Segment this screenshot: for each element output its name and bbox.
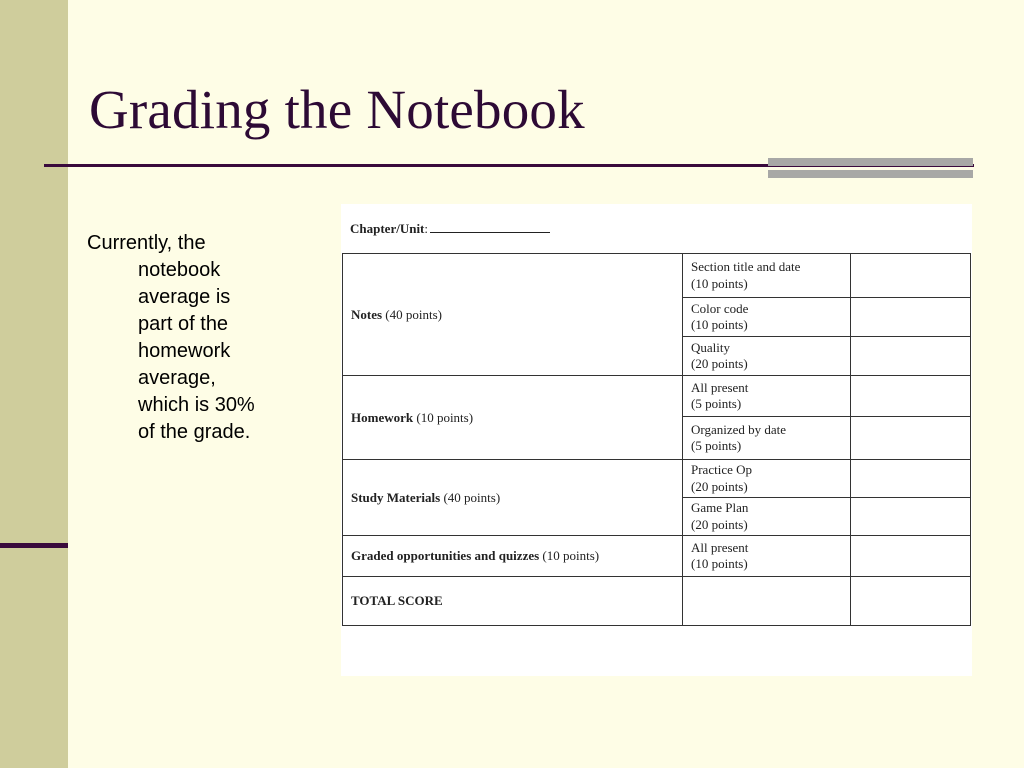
score-cell: [851, 376, 971, 417]
score-cell: [851, 577, 971, 626]
item-cell: [683, 577, 851, 626]
score-cell: [851, 337, 971, 376]
item-cell: Organized by date (5 points): [683, 417, 851, 460]
score-cell: [851, 417, 971, 460]
item-cell: Color code (10 points): [683, 298, 851, 337]
body-line: average is: [138, 286, 231, 308]
body-line: Currently, the: [87, 232, 206, 254]
left-accent-line: [0, 543, 68, 548]
chapter-label: Chapter/Unit: [350, 221, 425, 236]
score-cell: [851, 536, 971, 577]
score-cell: [851, 460, 971, 498]
score-cell: [851, 254, 971, 298]
item-cell: Game Plan (20 points): [683, 498, 851, 536]
chapter-separator: :: [424, 221, 429, 236]
body-line: of the grade.: [138, 421, 251, 443]
category-cell: Study Materials (40 points): [343, 460, 683, 536]
score-cell: [851, 498, 971, 536]
slide-title: Grading the Notebook: [89, 79, 585, 140]
grading-table: [342, 253, 971, 626]
item-cell: All present (5 points): [683, 376, 851, 417]
body-line: notebook: [138, 259, 221, 281]
slide-body-text: [87, 230, 287, 446]
item-cell: Section title and date (10 points): [683, 254, 851, 298]
item-cell: Practice Op (20 points): [683, 460, 851, 498]
item-cell: Quality (20 points): [683, 337, 851, 376]
divider-accent-block: [768, 158, 973, 166]
category-cell: Graded opportunities and quizzes (10 points): [343, 536, 683, 577]
chapter-blank-line: [430, 220, 550, 233]
item-cell: All present (10 points): [683, 536, 851, 577]
body-line: which is 30%: [138, 394, 255, 416]
table-row: [343, 536, 971, 577]
divider-accent-block: [768, 170, 973, 178]
table-row: [343, 376, 971, 417]
body-line: homework: [138, 340, 231, 362]
table-row: [343, 460, 971, 498]
left-sidebar-bar: [0, 0, 68, 768]
category-cell: Notes (40 points): [343, 254, 683, 376]
category-cell: Homework (10 points): [343, 376, 683, 460]
body-line: part of the: [138, 313, 229, 335]
grading-form-image: [341, 204, 972, 676]
chapter-unit-field: [350, 220, 550, 237]
table-row: [343, 577, 971, 626]
table-row: [343, 254, 971, 298]
body-line: average,: [138, 367, 216, 389]
score-cell: [851, 298, 971, 337]
total-label-cell: TOTAL SCORE: [343, 577, 683, 626]
